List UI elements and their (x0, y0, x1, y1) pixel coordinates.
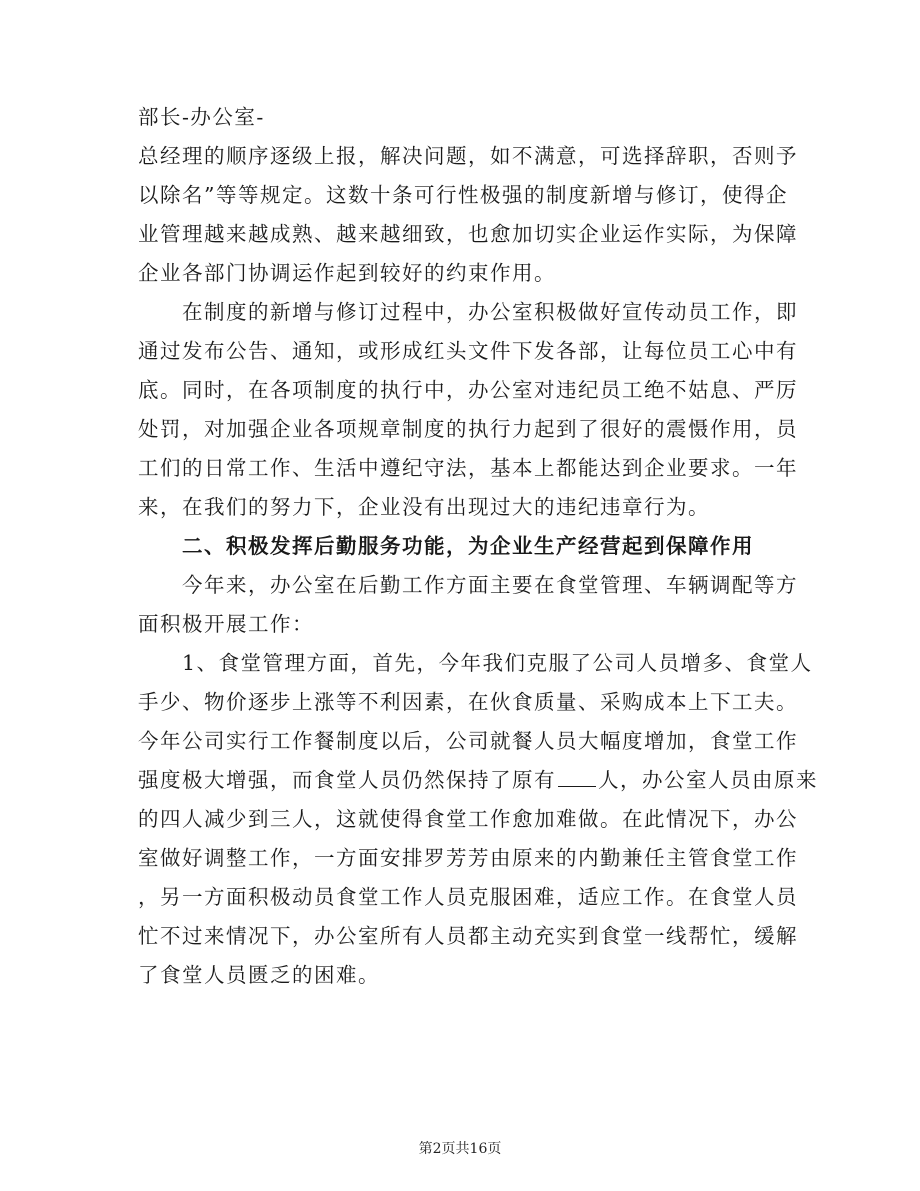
text-line: 手少、物价逐步上涨等不利因素，在伙食质量、采购成本上下工夫。 (138, 690, 798, 714)
text-segment: 强度极大增强，而食堂人员仍然保持了原有 (138, 768, 556, 792)
page-number: 第2页共16页 (418, 1141, 502, 1157)
text-line-with-blank (138, 761, 818, 800)
text-line: 在制度的新增与修订过程中，办公室积极做好宣传动员工作，即 (182, 300, 798, 324)
text-line: 今年公司实行工作餐制度以后，公司就餐人员大幅度增加，食堂工作 (138, 729, 798, 753)
text-line: 业管理越来越成熟、越来越细致，也愈加切实企业运作实际，为保障 (138, 222, 798, 246)
text-line: 1、食堂管理方面，首先，今年我们克服了公司人员增多、食堂人 (182, 651, 813, 675)
text-line: 部长-办公室- (138, 105, 265, 129)
text-line: 总经理的顺序逐级上报，解决问题，如不满意，可选择辞职，否则予 (138, 144, 798, 168)
text-line: 了食堂人员匮乏的困难。 (138, 963, 380, 987)
text-line: 底。同时，在各项制度的执行中，办公室对违纪员工绝不姑息、严厉 (138, 378, 798, 402)
text-line: 处罚，对加强企业各项规章制度的执行力起到了很好的震慑作用，员 (138, 417, 798, 441)
text-line: 工们的日常工作、生活中遵纪守法，基本上都能达到企业要求。一年 (138, 456, 798, 480)
text-line: 面积极开展工作： (138, 612, 314, 636)
document-body (138, 98, 818, 995)
text-line: 以除名”等等规定。这数十条可行性极强的制度新增与修订，使得企 (138, 183, 788, 207)
text-line: 企业各部门协调运作起到较好的约束作用。 (138, 261, 556, 285)
text-line: ，另一方面积极动员食堂工作人员克服困难，适应工作。在食堂人员 (138, 885, 798, 909)
text-line: 来，在我们的努力下，企业没有出现过大的违纪违章行为。 (138, 495, 710, 519)
text-line: 今年来，办公室在后勤工作方面主要在食堂管理、车辆调配等方 (182, 573, 798, 597)
text-segment: 人，办公室人员由原来 (598, 768, 818, 792)
fill-in-blank (558, 764, 596, 787)
text-line: 的四人减少到三人，这就使得食堂工作愈加难做。在此情况下，办公 (138, 807, 798, 831)
text-line: 忙不过来情况下，办公室所有人员都主动充实到食堂一线帮忙，缓解 (138, 924, 798, 948)
section-heading: 二、积极发挥后勤服务功能，为企业生产经营起到保障作用 (182, 534, 754, 558)
text-line: 通过发布公告、通知，或形成红头文件下发各部，让每位员工心中有 (138, 339, 798, 363)
text-line: 室做好调整工作，一方面安排罗芳芳由原来的内勤兼任主管食堂工作 (138, 846, 798, 870)
